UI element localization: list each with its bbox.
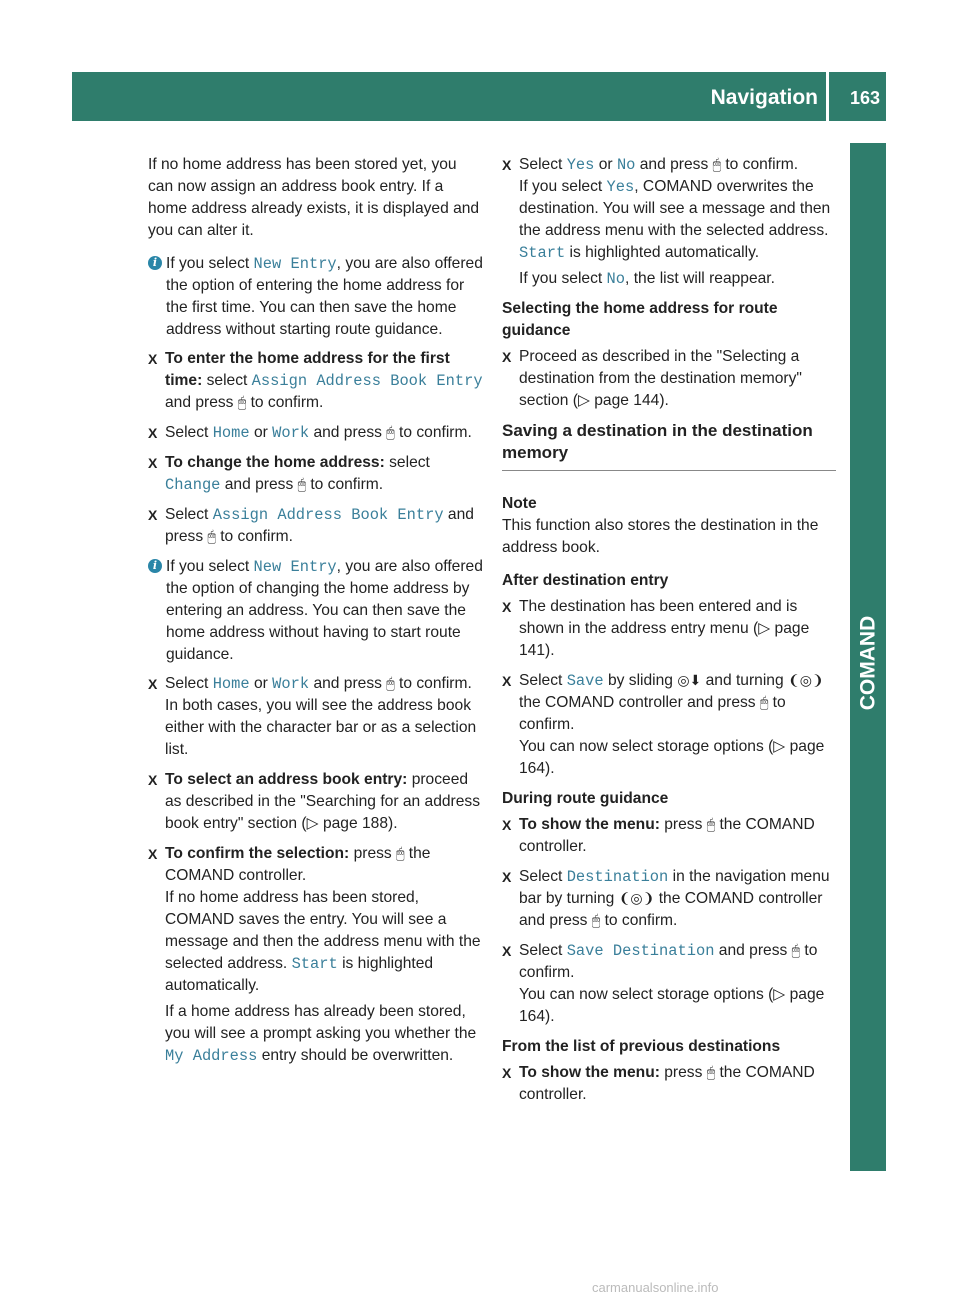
step: X Select Save Destination and press 🖱 to confirm. You can now select storage options (▷ page 164). xyxy=(502,942,825,1025)
step: X The destination has been entered and is shown in the address entry menu (▷ page 141). xyxy=(502,598,810,659)
page-header xyxy=(72,72,886,121)
press-controller-icon: 🖱 xyxy=(706,1065,716,1081)
intro-paragraph: If no home address has been stored yet, you can now assign an address book entry. If a home address already exists, it is displayed and you can alter it. xyxy=(148,156,480,239)
note-heading: Note xyxy=(502,495,537,512)
info-note: i If you select New Entry, you are also offered the option of changing the home address by entering an address. You can then save the home address without having to start route guidance. xyxy=(148,556,484,666)
left-column xyxy=(148,154,484,1075)
note-text: This function also stores the destination in the address book. xyxy=(502,517,819,556)
step-marker-icon: X xyxy=(502,349,512,365)
step-marker-icon: X xyxy=(148,507,158,523)
press-controller-icon: 🖱 xyxy=(297,477,306,493)
step-marker-icon: X xyxy=(148,846,158,862)
step-marker-icon: X xyxy=(502,817,512,833)
step: X Select Home or Work and press 🖱 to confirm. In both cases, you will see the address book either with the character bar or as a selection list. xyxy=(148,675,477,758)
step-marker-icon: X xyxy=(502,1065,512,1081)
press-controller-icon: 🖱 xyxy=(791,943,801,959)
watermark: carmanualsonline.info xyxy=(592,1280,719,1295)
header-divider xyxy=(826,72,829,121)
info-icon: i xyxy=(148,256,162,270)
section-heading: During route guidance xyxy=(502,790,669,807)
step: X To change the home address: select Change and press 🖱 to confirm. xyxy=(148,454,430,494)
page-reference[interactable]: ▷ page 164 xyxy=(519,738,825,777)
press-controller-icon: 🖱 xyxy=(386,425,395,441)
step: X Select Save by sliding ◎⬇ and turning ❨◎❩ the COMAND controller and press 🖱 to confirm. You can now select storage options (▷ page 164). xyxy=(502,672,825,777)
step: X To select an address book entry: proceed as described in the "Searching for an address book entry" section (▷ page 188). xyxy=(148,771,480,832)
press-controller-icon: 🖱 xyxy=(207,529,216,545)
step: X To confirm the selection: press 🖱 the COMAND controller. If no home address has been stored, COMAND saves the entry. You will see a message and then the address menu with the selected address. Start is highlighted automatically. If a home address has already been stored, you will see a prompt asking you whether the My Address entry should be overwritten. xyxy=(148,845,481,1065)
page-number: 163 xyxy=(849,88,880,108)
turn-controller-icon: ❨◎❩ xyxy=(787,673,824,689)
step: X Select Home or Work and press 🖱 to confirm. xyxy=(148,424,472,442)
step: X To show the menu: press 🖱 the COMAND controller. xyxy=(502,816,815,855)
section-title: Navigation xyxy=(710,86,818,109)
press-controller-icon: 🖱 xyxy=(386,676,395,692)
step-marker-icon: X xyxy=(502,673,512,689)
info-note: i If you select New Entry, you are also offered the option of entering the home address for the first time. You can then save the home address without starting route guidance. xyxy=(148,253,484,341)
page-reference[interactable]: ▷ page 164 xyxy=(519,986,825,1025)
side-tab xyxy=(850,143,886,1171)
step: X To enter the home address for the first time: select Assign Address Book Entry and press 🖱 to confirm. xyxy=(148,350,483,411)
press-controller-icon: 🖱 xyxy=(396,846,405,862)
step-marker-icon: X xyxy=(502,943,512,959)
press-controller-icon: 🖱 xyxy=(591,913,601,929)
step: X Select Yes or No and press 🖱 to confirm. If you select Yes, COMAND overwrites the destination. You will see a message and then the address menu with the selected address. Start is highlighted automatically. If you select No, the list will reappear. xyxy=(502,156,831,288)
info-icon: i xyxy=(148,559,162,573)
side-tab-label: COMAND xyxy=(856,615,879,711)
page-reference[interactable]: ▷ page 144 xyxy=(577,392,660,409)
press-controller-icon: 🖱 xyxy=(759,695,769,711)
press-controller-icon: 🖱 xyxy=(237,395,247,411)
section-heading: After destination entry xyxy=(502,572,669,589)
page-reference[interactable]: ▷ page 188 xyxy=(306,815,388,832)
step-marker-icon: X xyxy=(148,772,158,788)
chapter-heading: Saving a destination in the destination memory xyxy=(502,420,836,471)
right-column xyxy=(502,154,836,1114)
step-marker-icon: X xyxy=(148,425,158,441)
turn-controller-icon: ❨◎❩ xyxy=(618,891,655,907)
press-controller-icon: 🖱 xyxy=(712,157,721,173)
step-marker-icon: X xyxy=(502,157,512,173)
page-reference[interactable]: ▷ page 141 xyxy=(519,620,810,659)
press-controller-icon: 🖱 xyxy=(706,817,716,833)
step: X Select Assign Address Book Entry and press 🖱 to confirm. xyxy=(148,506,474,545)
step-marker-icon: X xyxy=(502,599,512,615)
step-marker-icon: X xyxy=(148,351,158,367)
section-heading: From the list of previous destinations xyxy=(502,1038,781,1055)
step: X Proceed as described in the "Selecting a destination from the destination memory" section (▷ page 144). xyxy=(502,348,802,409)
slide-controller-icon: ◎⬇ xyxy=(677,673,702,689)
section-heading: Selecting the home address for route guidance xyxy=(502,300,778,339)
step-marker-icon: X xyxy=(148,676,158,692)
step: X To show the menu: press 🖱 the COMAND controller. xyxy=(502,1064,815,1103)
step-marker-icon: X xyxy=(502,869,512,885)
step: X Select Destination in the navigation menu bar by turning ❨◎❩ the COMAND controller and press 🖱 to confirm. xyxy=(502,868,830,929)
step-marker-icon: X xyxy=(148,455,158,471)
